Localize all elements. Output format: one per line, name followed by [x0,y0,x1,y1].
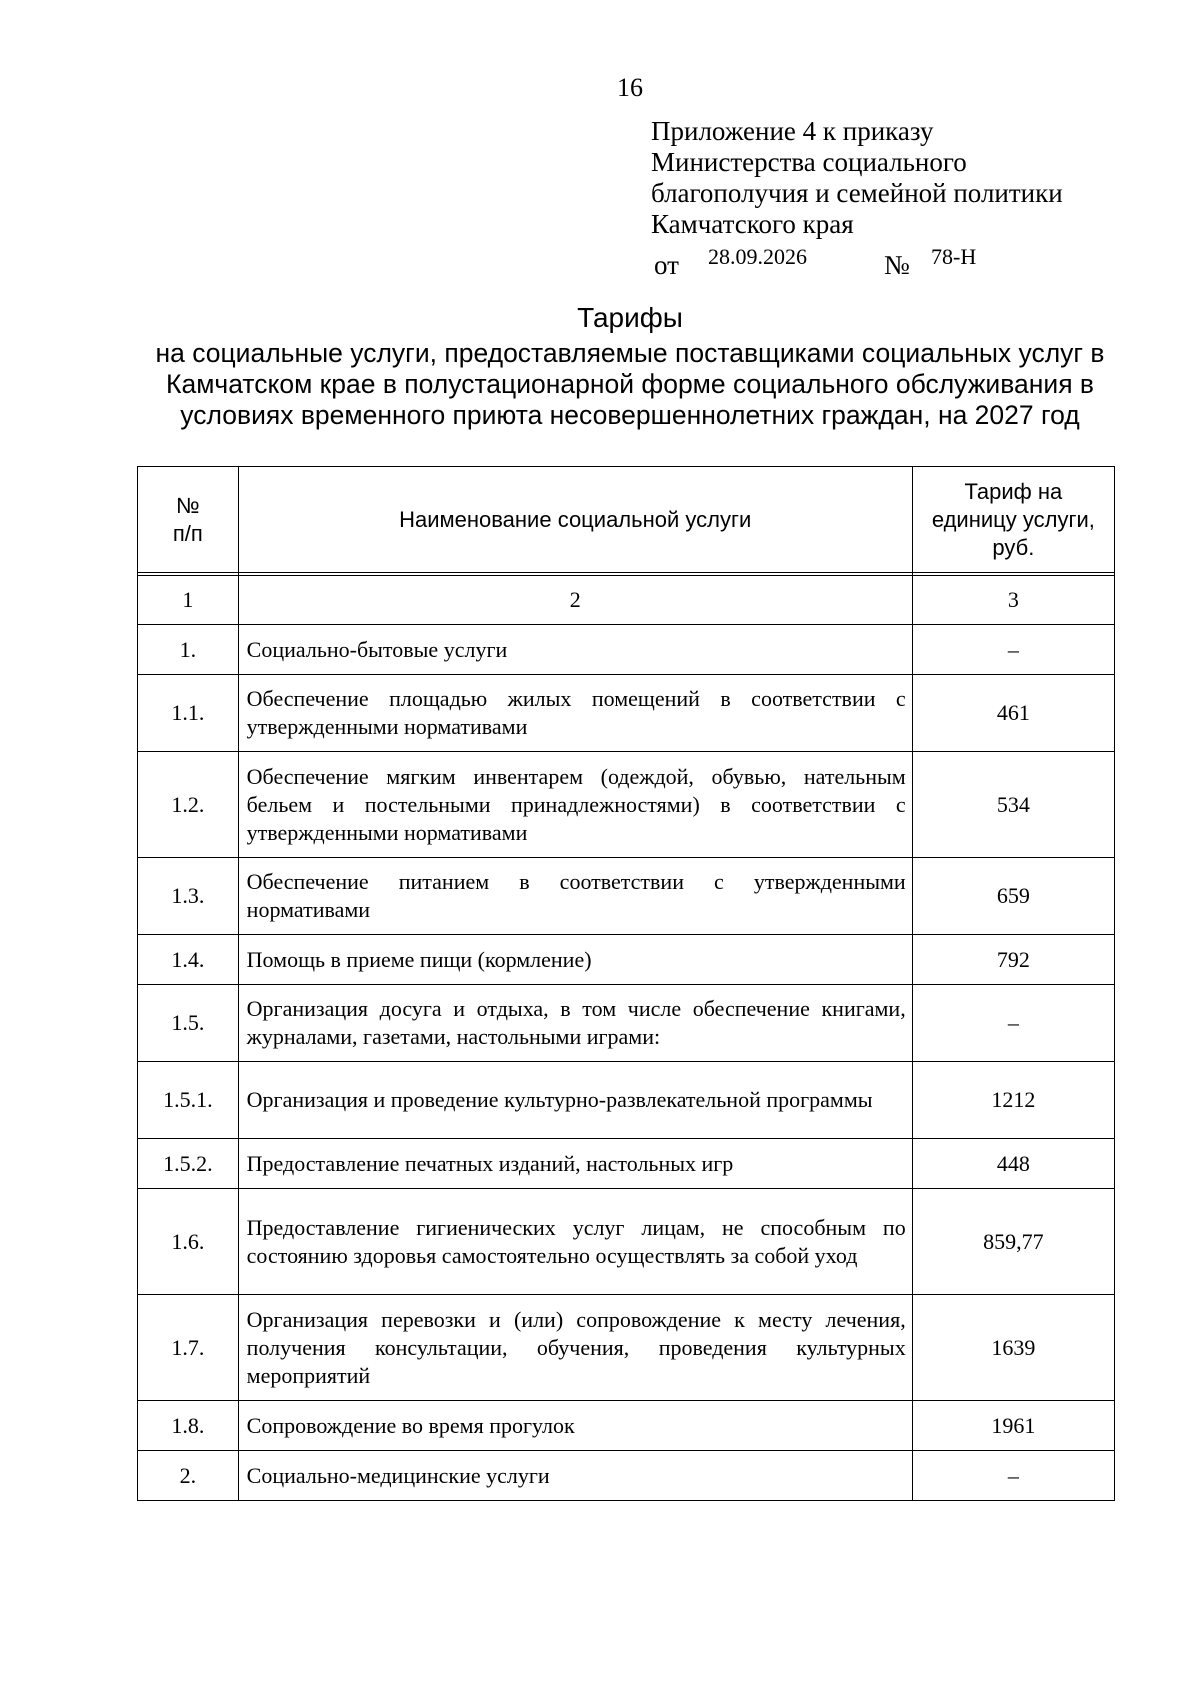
appendix-line: Министерства социального [651,147,967,177]
row-service-name [238,1295,912,1401]
column-number-row [138,576,1115,625]
row-number: 1.3. [138,858,239,935]
header-tariff-line: Тариф на [964,478,1063,504]
row-tariff: 859,77 [912,1189,1114,1295]
row-number: 1.5. [138,985,239,1062]
row-number: 1.5.1. [138,1062,239,1139]
date-label: от [654,250,679,280]
table-row [138,1062,1115,1139]
row-number: 2. [138,1451,239,1501]
row-tariff: 534 [912,752,1114,858]
table-row [138,675,1115,752]
table-row [138,1139,1115,1189]
row-service-name-text: Обеспечение площадью жилых помещений в соответствии с утвержденными нормативами [246,686,906,739]
row-tariff: 1212 [912,1062,1114,1139]
column-number-cell: 2 [238,576,912,625]
document-title: Тарифы [577,302,683,333]
row-tariff: 461 [912,675,1114,752]
row-service-name [238,935,912,985]
document-subtitle [150,338,1110,431]
table-row [138,1451,1115,1501]
row-service-name-text: Обеспечение мягким инвентарем (одеждой, обувью, нательным бельем и постельными принадлежностями) в соответствии с утвержденными нормативами [246,763,906,845]
row-service-name-text: Сопровождение во время прогулок [246,1412,575,1438]
table-row [138,1189,1115,1295]
subtitle-line: условиях временного приюта несовершеннолетних граждан, на 2027 год [180,400,1080,430]
row-service-name [238,1189,912,1295]
table-row [138,1401,1115,1451]
row-tariff: – [912,985,1114,1062]
table-row [138,858,1115,935]
appendix-header [651,116,1063,240]
row-number: 1.1. [138,675,239,752]
order-number: 78-Н [931,244,977,269]
table-row [138,752,1115,858]
row-service-name [238,1401,912,1451]
row-service-name-text: Помощь в приеме пищи (кормление) [246,946,592,972]
page-number: 16 [617,73,643,102]
row-service-name [238,1062,912,1139]
row-service-name-text: Социально-бытовые услуги [246,636,508,662]
row-service-name [238,1139,912,1189]
header-tariff-line: единицу услуги, [931,506,1095,532]
row-service-name-text: Обеспечение питанием в соответствии с утвержденными нормативами [246,869,906,922]
row-number: 1.5.2. [138,1139,239,1189]
table-row [138,935,1115,985]
row-service-name-text: Социально-медицинские услуги [246,1462,550,1488]
row-service-name [238,625,912,675]
number-label: № [884,250,910,280]
row-number: 1.7. [138,1295,239,1401]
row-number: 1.2. [138,752,239,858]
column-number-cell: 1 [138,576,239,625]
row-tariff: 792 [912,935,1114,985]
header-number-line: № [176,492,200,518]
appendix-line: Приложение 4 к приказу [651,116,934,146]
row-service-name [238,752,912,858]
column-number-cell: 3 [912,576,1114,625]
row-number: 1.8. [138,1401,239,1451]
row-tariff: 1961 [912,1401,1114,1451]
order-date: 28.09.2026 [708,244,807,269]
row-tariff: – [912,625,1114,675]
table-row [138,1295,1115,1401]
header-tariff-line: руб. [992,534,1035,560]
row-tariff: 659 [912,858,1114,935]
row-tariff: – [912,1451,1114,1501]
row-service-name-text: Предоставление печатных изданий, настольных игр [246,1150,734,1176]
row-service-name [238,1451,912,1501]
row-service-name [238,858,912,935]
row-service-name-text: Организация перевозки и (или) сопровождение к месту лечения, получения консультации, обучения, проведения культурных мероприятий [246,1306,906,1388]
row-tariff: 1639 [912,1295,1114,1401]
subtitle-line: на социальные услуги, предоставляемые поставщиками социальных услуг в [155,338,1105,368]
appendix-line: Камчатского края [651,209,854,239]
table-header-row [138,467,1115,573]
tariffs-table [137,466,1115,1501]
table-row [138,625,1115,675]
header-service-name: Наименование социальной услуги [238,467,912,573]
row-number: 1. [138,625,239,675]
header-number [138,467,239,573]
row-service-name [238,675,912,752]
row-service-name-text: Организация и проведение культурно-развлекательной программы [246,1087,873,1112]
row-tariff: 448 [912,1139,1114,1189]
header-number-line: п/п [172,520,203,546]
row-service-name-text: Предоставление гигиенических услуг лицам, не способным по состоянию здоровья самостоятельно осуществлять за собой уход [246,1214,906,1268]
row-number: 1.4. [138,935,239,985]
appendix-line: благополучия и семейной политики [651,178,1063,208]
table-row [138,985,1115,1062]
header-tariff [912,467,1114,573]
row-service-name-text: Организация досуга и отдыха, в том числе обеспечение книгами, журналами, газетами, настольными играми: [246,996,906,1049]
row-service-name [238,985,912,1062]
subtitle-line: Камчатском крае в полустационарной форме социального обслуживания в [166,369,1094,399]
row-number: 1.6. [138,1189,239,1295]
